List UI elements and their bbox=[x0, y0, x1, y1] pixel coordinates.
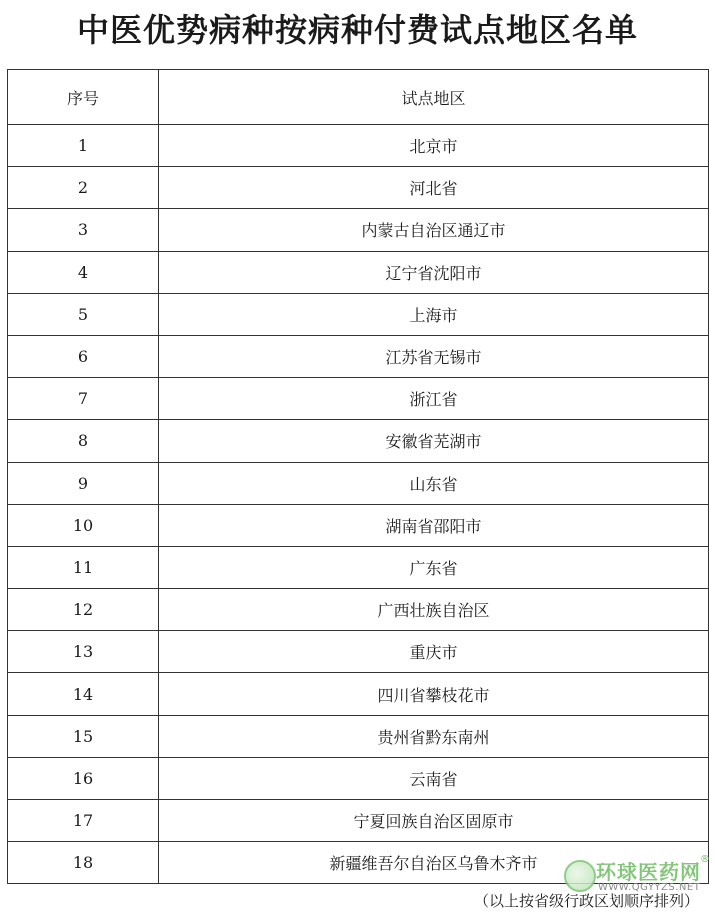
row-region: 新疆维吾尔自治区乌鲁木齐市 bbox=[159, 842, 709, 884]
table-row bbox=[8, 125, 709, 167]
row-number: 13 bbox=[8, 631, 159, 673]
row-region: 浙江省 bbox=[159, 378, 709, 420]
row-number: 16 bbox=[8, 757, 159, 799]
table-row bbox=[8, 757, 709, 799]
row-region: 北京市 bbox=[159, 125, 709, 167]
row-region: 重庆市 bbox=[159, 631, 709, 673]
header-serial-number: 序号 bbox=[8, 70, 159, 125]
row-number: 8 bbox=[8, 420, 159, 462]
table-row bbox=[8, 335, 709, 377]
row-number: 17 bbox=[8, 800, 159, 842]
table-row bbox=[8, 462, 709, 504]
page-title: 中医优势病种按病种付费试点地区名单 bbox=[76, 11, 638, 49]
watermark-url: WWW.QGYYZS.NET bbox=[598, 882, 701, 893]
watermark-name: 环球医药网 bbox=[596, 860, 701, 884]
table-row bbox=[8, 504, 709, 546]
row-region: 上海市 bbox=[159, 293, 709, 335]
table-row bbox=[8, 842, 709, 884]
row-number: 2 bbox=[8, 167, 159, 209]
row-number: 15 bbox=[8, 715, 159, 757]
row-region: 四川省攀枝花市 bbox=[159, 673, 709, 715]
row-region: 贵州省黔东南州 bbox=[159, 715, 709, 757]
row-number: 3 bbox=[8, 209, 159, 251]
row-number: 11 bbox=[8, 546, 159, 588]
pilot-region-table bbox=[7, 69, 709, 884]
row-region: 湖南省邵阳市 bbox=[159, 504, 709, 546]
row-number: 14 bbox=[8, 673, 159, 715]
table-row bbox=[8, 715, 709, 757]
row-region: 山东省 bbox=[159, 462, 709, 504]
table-row bbox=[8, 673, 709, 715]
row-region: 辽宁省沈阳市 bbox=[159, 251, 709, 293]
row-region: 江苏省无锡市 bbox=[159, 335, 709, 377]
row-region: 云南省 bbox=[159, 757, 709, 799]
table-row bbox=[8, 589, 709, 631]
row-number: 9 bbox=[8, 462, 159, 504]
row-region: 内蒙古自治区通辽市 bbox=[159, 209, 709, 251]
row-region: 广东省 bbox=[159, 546, 709, 588]
table-row bbox=[8, 378, 709, 420]
table-row bbox=[8, 167, 709, 209]
row-number: 4 bbox=[8, 251, 159, 293]
row-number: 7 bbox=[8, 378, 159, 420]
row-number: 6 bbox=[8, 335, 159, 377]
table-header-row bbox=[8, 70, 709, 125]
table-row bbox=[8, 209, 709, 251]
header-pilot-region: 试点地区 bbox=[159, 70, 709, 125]
row-region: 宁夏回族自治区固原市 bbox=[159, 800, 709, 842]
row-number: 10 bbox=[8, 504, 159, 546]
row-number: 5 bbox=[8, 293, 159, 335]
table-row bbox=[8, 631, 709, 673]
row-number: 12 bbox=[8, 589, 159, 631]
row-region: 河北省 bbox=[159, 167, 709, 209]
row-number: 1 bbox=[8, 125, 159, 167]
table-row bbox=[8, 546, 709, 588]
table-row bbox=[8, 251, 709, 293]
table-row bbox=[8, 800, 709, 842]
table-row bbox=[8, 420, 709, 462]
ordering-note: （以上按省级行政区划顺序排列） bbox=[473, 892, 699, 910]
row-region: 安徽省芜湖市 bbox=[159, 420, 709, 462]
row-number: 18 bbox=[8, 842, 159, 884]
table-row bbox=[8, 293, 709, 335]
row-region: 广西壮族自治区 bbox=[159, 589, 709, 631]
registered-mark: ® bbox=[700, 854, 710, 865]
